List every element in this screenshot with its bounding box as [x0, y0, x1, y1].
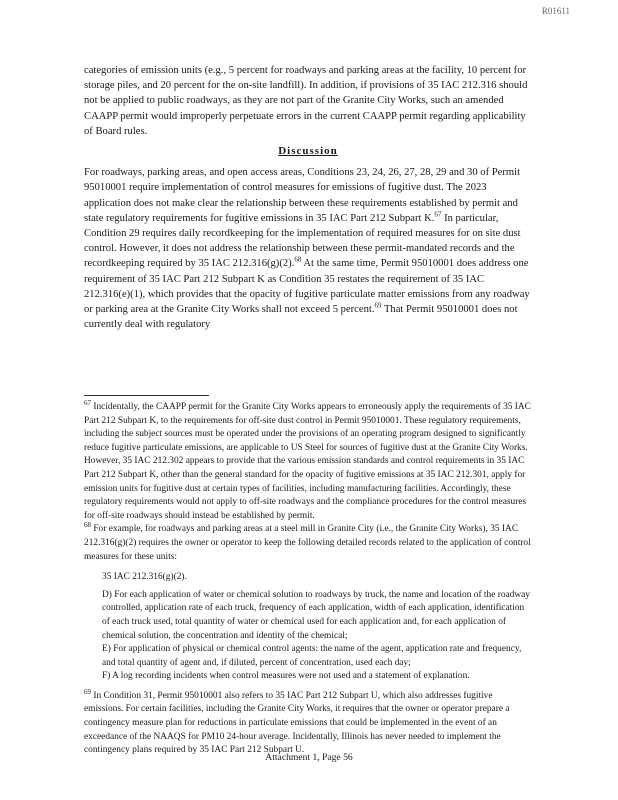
body-text	[84, 63, 532, 332]
footnote-68	[84, 523, 532, 564]
footnote-ref-68: 68	[294, 255, 302, 264]
footnote-ref-69: 69	[374, 301, 382, 310]
footnote-67	[84, 398, 532, 523]
footnote-68-text: For example, for roadways and parking areas at a steel mill in Granite City (i.e., the Granite City Works), 35 IAC 212.316(g)(2) requires the owner or operator to keep the following detailed records related to the application of control measures for these units:	[84, 524, 531, 562]
paragraph-text-a: For roadways, parking areas, and open access areas, Conditions 23, 24, 26, 27, 28, 29 and 30 of Permit 95010001 require implementation of control measures for emissions of fugitive dust. The 2023 application does not make clear the relationship between these requirements established by permit and state regulatory requirements for fugitive emissions in 35 IAC Part 212 Subpart K.	[84, 167, 521, 224]
paragraph-discussion	[84, 165, 532, 332]
footnote-citation: 35 IAC 212.316(g)(2).	[102, 572, 187, 583]
paragraph-text-d: That Permit 95010001 does not currently deal with regulatory	[84, 304, 518, 331]
document-id: R01611	[541, 6, 570, 16]
footnote-69	[84, 687, 532, 758]
quote-item-f: F) A log recording incidents when control measures were not used and a statement of explanation.	[102, 671, 470, 682]
footnote-69-text: In Condition 31, Permit 95010001 also refers to 35 IAC Part 212 Subpart U, which also addresses fugitive emissions. For certain facilities, including the Granite City Works, it requires that the owner or operator prepare a contingency measure plan for reductions in particulate emissions that could be implemented in the event of an exceedance of the NAAQS for PM10 24-hour average. Incidentally, Illinois has never needed to implement the contingency plans required by 35 IAC Part 212 Subpart U.	[84, 690, 510, 756]
quote-item-e: E) For application of physical or chemical control agents: the name of the agent, application rate and frequency, and total quantity of agent and, if diluted, percent of concentration, used each day;	[102, 644, 522, 668]
paragraph-continued: categories of emission units (e.g., 5 percent for roadways and parking areas at the facility, 10 percent for storage piles, and 20 percent for the on-site landfill). In addition, if provisions of 35 IAC 212.316 should not be applied to public roadways, as they are not part of the Granite City Works, such an amended CAAPP permit would improperly perpetuate errors in the current CAAPP permit regarding applicability of Board rules.	[84, 65, 528, 137]
footnote-67-text: Incidentally, the CAAPP permit for the Granite City Works appears to erroneously apply the requirements of 35 IAC Part 212 Subpart K, to the requirements for off-site dust control in Permit 95010001. These regulatory requirements, including the subject sources must be operated under the provisions of an operating program designed to significantly reduce fugitive particulate emissions, are applicable to US Steel for sources of fugitive dust at the Granite City Works. However, 35 IAC 212.302 appears to provide that the various emission standards and control requirements in 35 IAC Part 212 Subpart K, other than the general standard for the opacity of fugitive emissions at 35 IAC 212.301, apply for emission units for fugitive dust at certain types of facilities, including manufacturing facilities. Accordingly, these regulatory requirements would not apply to off-site roadways and the compliance procedures for the control measures for off-site roadways should instead be established by permit.	[84, 402, 531, 521]
paragraph-text-c: At the same time, Permit 95010001 does address one requirement of 35 IAC Part 212 Subpart K as Condition 35 restates the requirement of 35 IAC 212.316(e)(1), which provides that the opacity of fugitive particulate matter emissions from any roadway or parking area at the Granite City Works shall not exceed 5 percent.	[84, 258, 530, 316]
footnotes	[84, 398, 532, 758]
paragraph-text-b: In particular, Condition 29 requires daily recordkeeping for the implementation of required measures for on site dust control. However, it does not address the relationship between these permit-mandated records and the recordkeeping required by 35 IAC 212.316(g)(2).	[84, 212, 521, 270]
quote-item-d: D) For each application of water or chemical solution to roadways by truck, the name and location of the roadway controlled, application rate of each truck, frequency of each application, width of each application, identification of each truck used, total quantity of water or chemical used for each application and, for each application of chemical solution, the concentration and identity of the chemical;	[102, 589, 530, 641]
footnote-separator	[84, 395, 209, 396]
section-heading: Discussion	[278, 145, 338, 158]
footnote-67-number: 67	[84, 398, 91, 407]
page-footer: Attachment 1, Page 56	[265, 752, 353, 763]
footnote-ref-67: 67	[434, 210, 442, 219]
footnote-68-number: 68	[84, 521, 91, 530]
footnote-69-number: 69	[84, 687, 91, 696]
